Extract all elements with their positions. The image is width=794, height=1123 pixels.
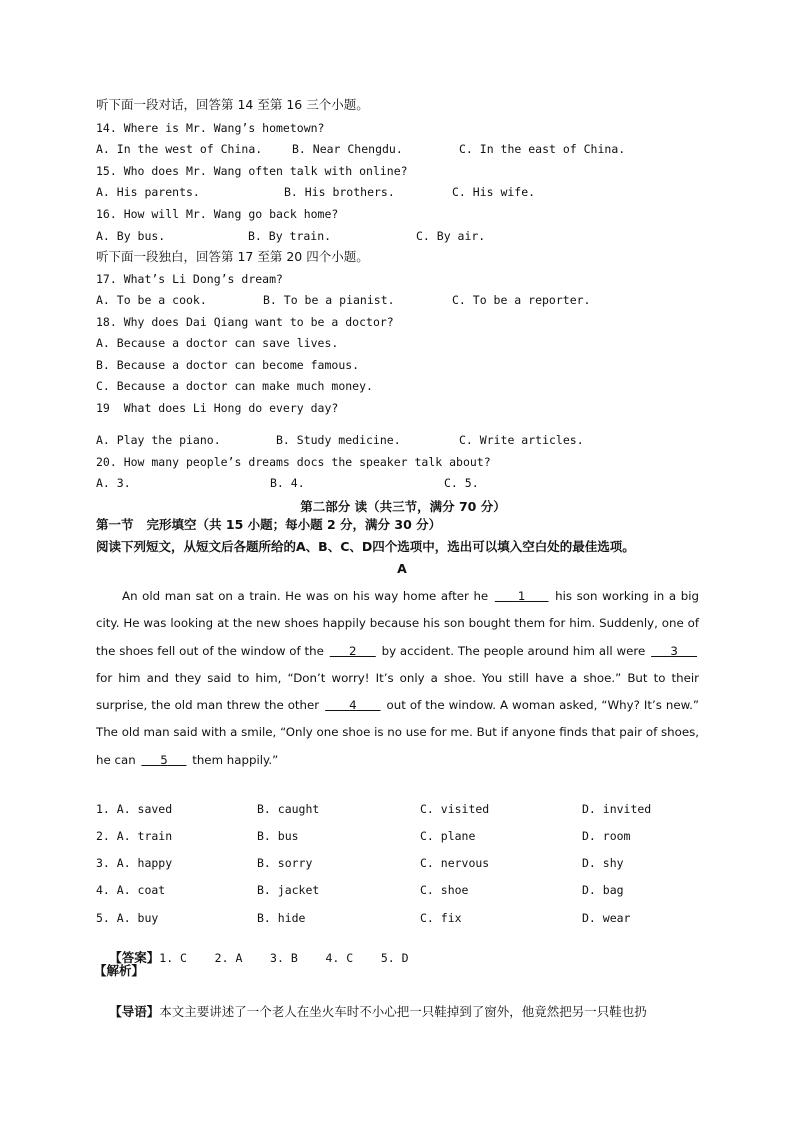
option-b: B. Near Chengdu. xyxy=(292,142,403,156)
option-a: A. In the west of China. xyxy=(96,142,263,156)
choice-c: C. visited xyxy=(420,802,490,816)
blank-4[interactable] xyxy=(323,698,382,712)
choice-b: B. jacket xyxy=(257,883,320,897)
choice-b: B. caught xyxy=(257,802,320,816)
choice-d: D. invited xyxy=(582,802,652,816)
choice-c: C. plane xyxy=(420,829,476,843)
choice-c: C. nervous xyxy=(420,856,490,870)
passage-label: A xyxy=(397,561,407,576)
blank-number: 4 xyxy=(349,698,357,713)
blank-number: 2 xyxy=(349,643,357,658)
question-15-options xyxy=(96,185,716,199)
choice-row-4 xyxy=(96,883,716,897)
question-20-options xyxy=(96,476,716,490)
choice-a: 3. A. happy xyxy=(96,856,173,870)
option-a: A. His parents. xyxy=(96,185,200,199)
question-18-option-a: A. Because a doctor can save lives. xyxy=(96,336,339,350)
option-a: A. Play the piano. xyxy=(96,433,221,447)
blank-number: 5 xyxy=(160,752,168,767)
question-14: 14. Where is Mr. Wang’s hometown? xyxy=(96,121,325,135)
guide-text: 本文主要讲述了一个老人在坐火车时不小心把一只鞋掉到了窗外，他竟然把另一只鞋也扔 xyxy=(159,1004,647,1019)
listening-intro-2: 听下面一段独白，回答第 17 至第 20 四个小题。 xyxy=(96,249,369,264)
choice-row-1 xyxy=(96,802,716,816)
section-1-instruction: 阅读下列短文，从短文后各题所给的A、B、C、D四个选项中，选出可以填入空白处的最佳选项。 xyxy=(96,539,635,554)
listening-intro-1: 听下面一段对话，回答第 14 至第 16 三个小题。 xyxy=(96,97,369,112)
blank-5[interactable] xyxy=(139,753,188,767)
option-b: B. 4. xyxy=(270,476,305,490)
question-18-option-c: C. Because a doctor can make much money. xyxy=(96,379,373,393)
question-19-options xyxy=(96,433,716,447)
question-15: 15. Who does Mr. Wang often talk with online? xyxy=(96,164,408,178)
option-b: B. To be a pianist. xyxy=(263,293,395,307)
blank-number: 1 xyxy=(517,589,526,603)
option-c: C. To be a reporter. xyxy=(452,293,591,307)
choice-row-2 xyxy=(96,829,716,843)
option-a: A. To be a cook. xyxy=(96,293,207,307)
choice-c: C. fix xyxy=(420,911,462,925)
guide-label: 【导语】 xyxy=(109,1004,160,1019)
choice-a: 2. A. train xyxy=(96,829,173,843)
option-c: C. By air. xyxy=(416,229,486,243)
option-c: C. Write articles. xyxy=(459,433,584,447)
option-b: B. His brothers. xyxy=(284,185,395,199)
choice-row-3 xyxy=(96,856,716,870)
part-2-heading: 第二部分 读（共三节，满分 70 分） xyxy=(300,499,506,514)
answer-label: 【答案】 xyxy=(109,950,160,965)
choice-b: B. sorry xyxy=(257,856,313,870)
choice-row-5 xyxy=(96,911,716,925)
blank-3[interactable] xyxy=(649,644,699,658)
question-17: 17. What’s Li Dong’s dream? xyxy=(96,272,283,286)
passage-text: for him and they said to him, “Don’t worry! It’s only a shoe. You still have a shoe.” But to their surprise, the old man threw the other xyxy=(96,670,699,713)
choice-d: D. shy xyxy=(582,856,624,870)
option-c: C. In the east of China. xyxy=(459,142,626,156)
question-16-options xyxy=(96,229,716,243)
choice-d: D. room xyxy=(582,829,631,843)
question-18-option-b: B. Because a doctor can become famous. xyxy=(96,358,360,372)
choice-d: D. wear xyxy=(582,911,631,925)
choice-a: 1. A. saved xyxy=(96,802,173,816)
question-20: 20. How many people’s dreams docs the speaker talk about? xyxy=(96,455,491,469)
choice-b: B. bus xyxy=(257,829,299,843)
choice-a: 5. A. buy xyxy=(96,911,159,925)
analysis-label: 【解析】 xyxy=(94,963,145,978)
choice-b: B. hide xyxy=(257,911,306,925)
blank-2[interactable] xyxy=(328,644,378,658)
cloze-passage xyxy=(96,583,699,774)
question-19: 19 What does Li Hong do every day? xyxy=(96,401,339,415)
answer-text: 1. C 2. A 3. B 4. C 5. D xyxy=(159,951,409,965)
passage-text: An old man sat on a train. He was on his way home after he xyxy=(122,589,493,603)
question-18: 18. Why does Dai Qiang want to be a doctor? xyxy=(96,315,394,329)
option-b: B. By train. xyxy=(248,229,332,243)
choice-c: C. shoe xyxy=(420,883,469,897)
option-b: B. Study medicine. xyxy=(276,433,401,447)
question-14-options xyxy=(96,142,716,156)
question-16: 16. How will Mr. Wang go back home? xyxy=(96,207,339,221)
guide-line xyxy=(94,991,647,1033)
section-1-heading: 第一节 完形填空（共 15 小题；每小题 2 分，满分 30 分） xyxy=(96,517,442,532)
option-c: C. 5. xyxy=(444,476,479,490)
passage-text: them happily.” xyxy=(188,752,279,767)
passage-text: by accident. The people around him all were xyxy=(377,643,650,658)
choice-d: D. bag xyxy=(582,883,624,897)
question-17-options xyxy=(96,293,716,307)
option-a: A. 3. xyxy=(96,476,131,490)
passage-text: his son working in a big city. He was looking at the new shoes happily because his son bought them for him. Suddenly, one of the shoes fell out of the window of the xyxy=(96,589,699,658)
option-c: C. His wife. xyxy=(452,185,536,199)
choice-a: 4. A. coat xyxy=(96,883,166,897)
passage-text: out of the window. A woman asked, “Why? It’s new.” The old man said with a smile, “Only one shoe is no use for me. But if anyone finds that pair of shoes, he can xyxy=(96,698,700,767)
blank-1[interactable] xyxy=(493,589,551,603)
blank-number: 3 xyxy=(670,643,678,658)
option-a: A. By bus. xyxy=(96,229,166,243)
